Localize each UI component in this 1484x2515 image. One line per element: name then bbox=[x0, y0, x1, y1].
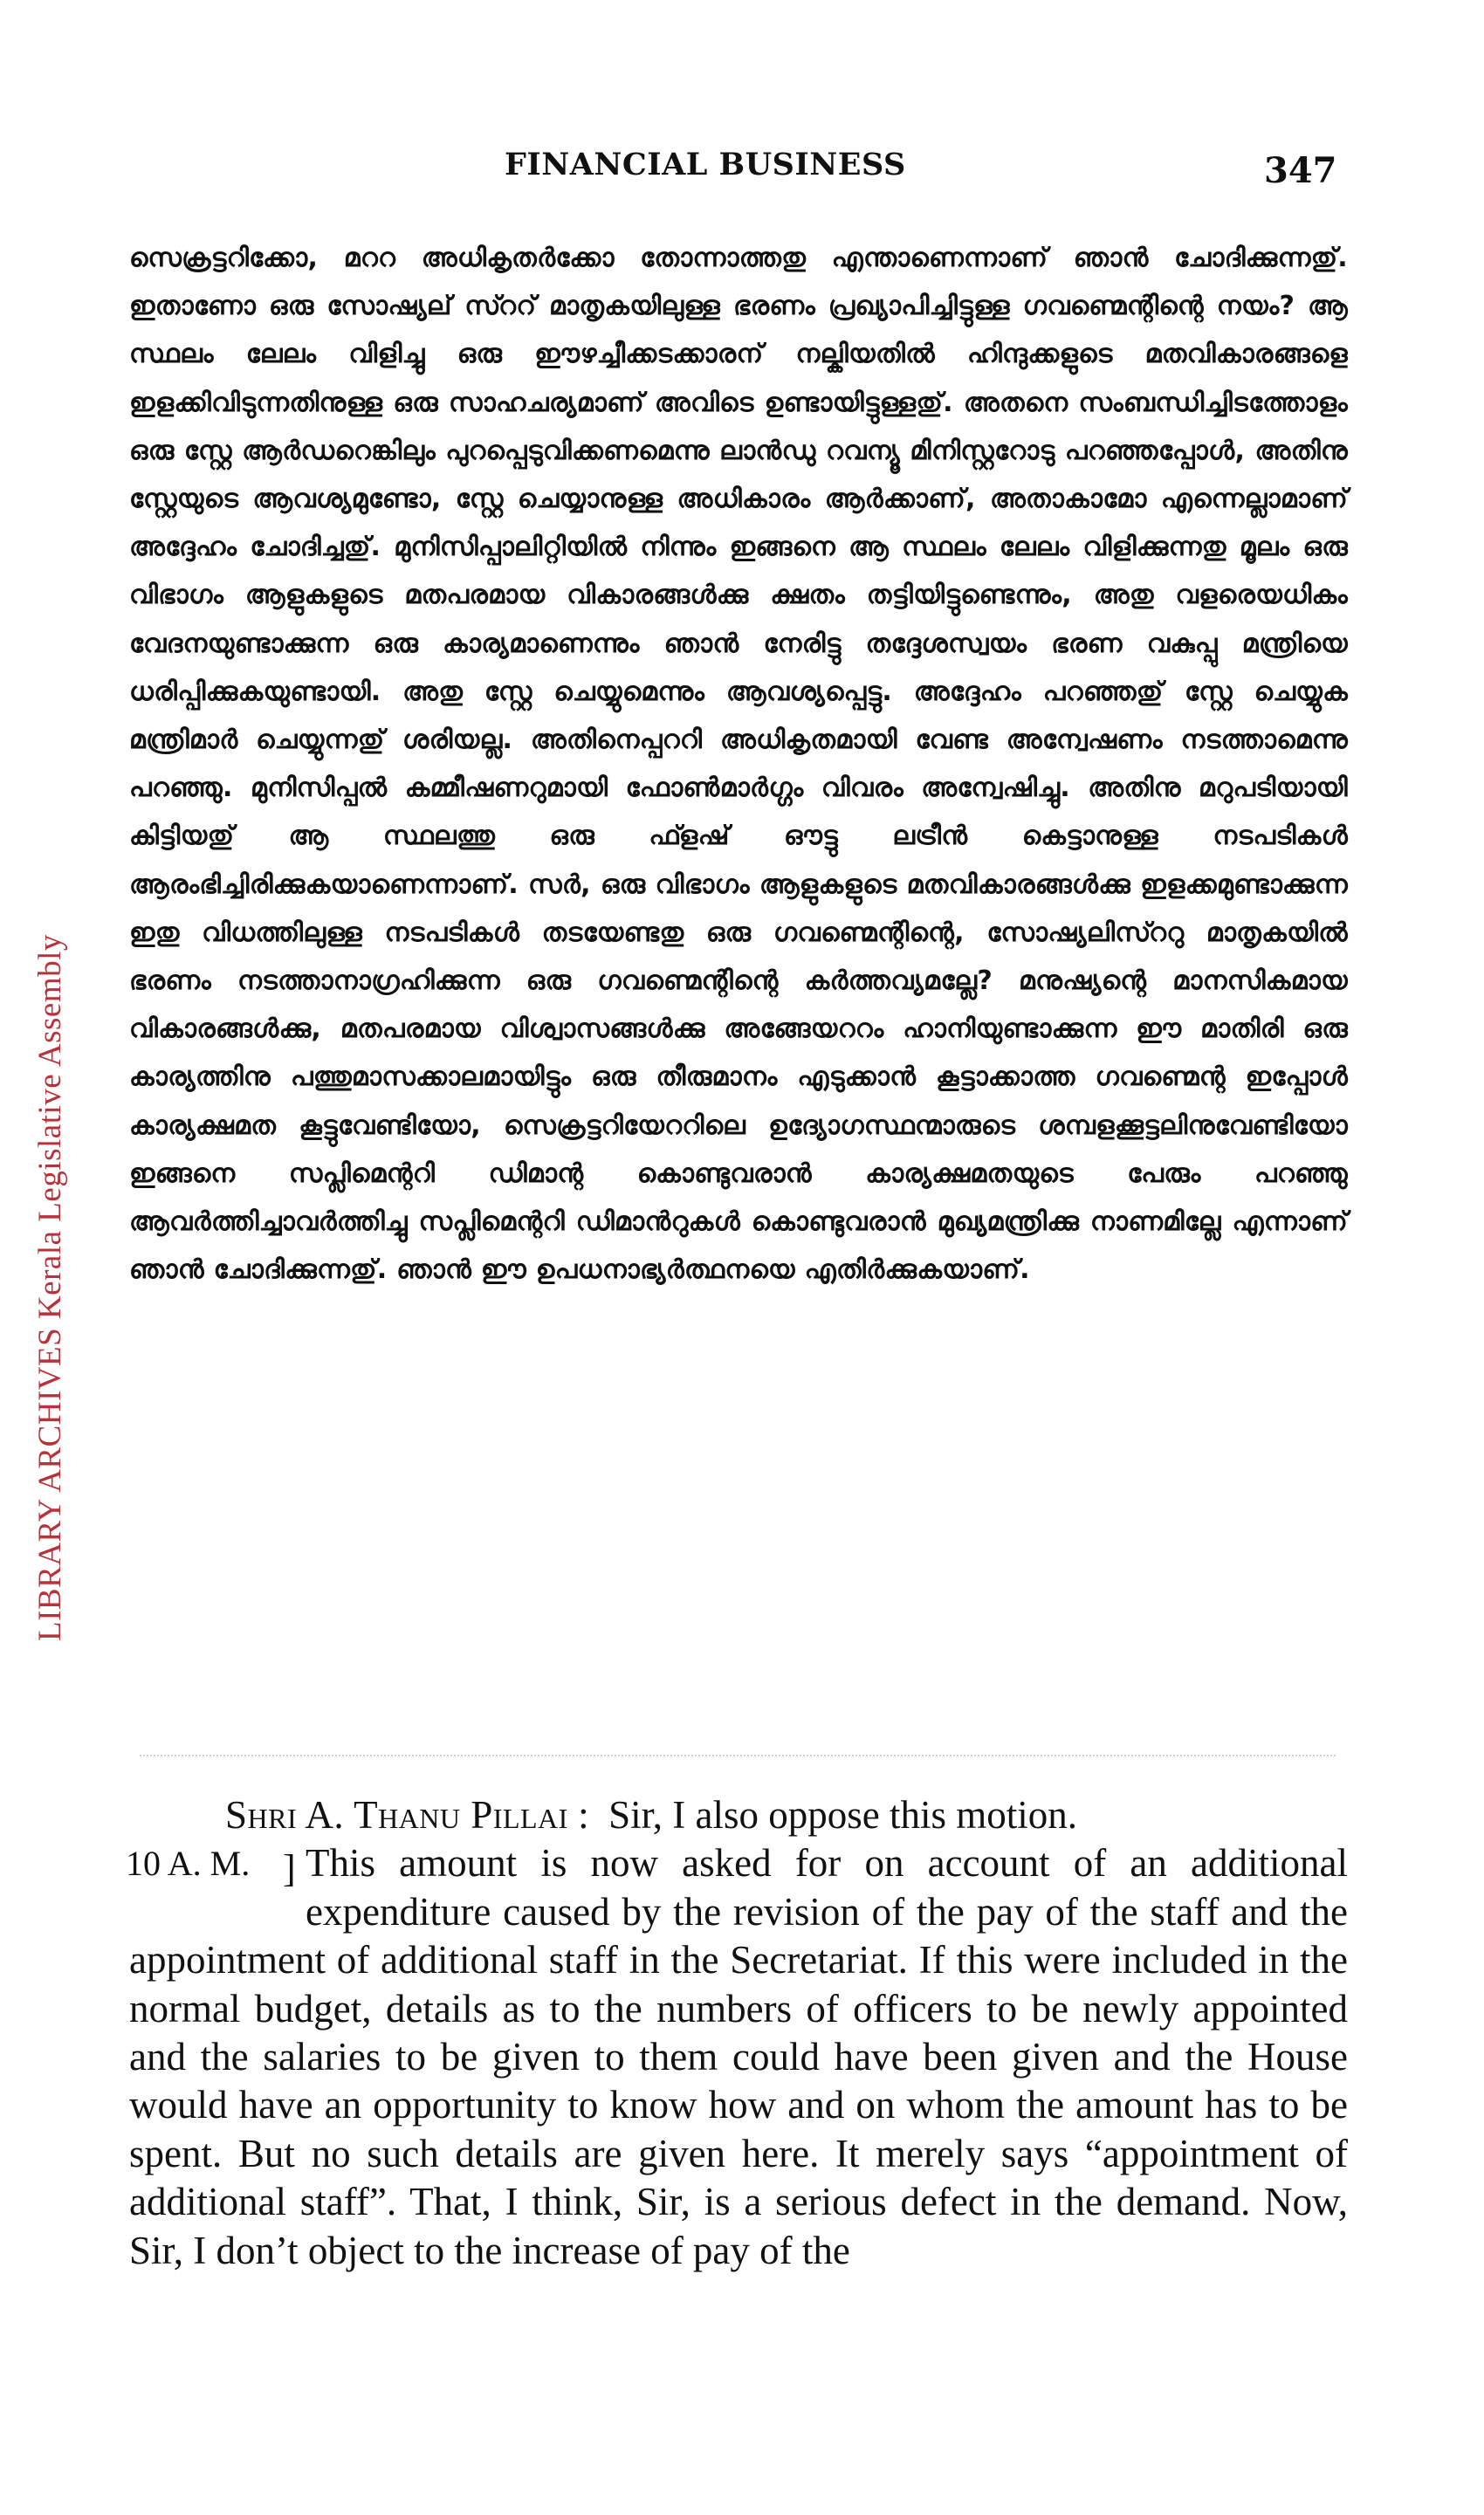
english-body: This amount is now asked for on account of an additional expenditure caused by the revision of the pay of the staff and the appointment of additional staff in the Secretariat. If this were included in the normal budget, details as to the numbers of officers to be newly appointed and the salaries to be given to them could have been given and the House would have an opportunity to know how and on whom the amount has to be spent. But no such details are given here. It merely says “appointment of additional staff”. That, I think, Sir, is a serious defect in the demand. Now, Sir, I don’t object to the increase of pay of the bbox=[129, 1841, 1348, 2272]
running-title: FINANCIAL BUSINESS bbox=[505, 147, 906, 182]
section-divider bbox=[140, 1755, 1336, 1756]
english-paragraph bbox=[129, 1791, 1348, 1839]
margin-timestamp bbox=[126, 1839, 306, 1934]
archive-watermark-text: LIBRARY ARCHIVES Kerala Legislative Assembly bbox=[32, 934, 68, 1641]
speaker-name: Shri A. Thanu Pillai bbox=[225, 1793, 568, 1837]
margin-time-text: 10 A. M. bbox=[126, 1844, 251, 1884]
opening-sentence: Sir, I also oppose this motion. bbox=[608, 1793, 1078, 1837]
margin-time-bracket: ] bbox=[283, 1847, 296, 1891]
malayalam-speech bbox=[129, 234, 1348, 1294]
malayalam-paragraph: സെക്രട്ടറിക്കോ, മററ അധികൃതർക്കോ തോന്നാത്തതു എന്താണെന്നാണ് ഞാൻ ചോദിക്കുന്നതു്. ഇതാണോ ഒരു സോഷ്യല് സ്ററ് മാതൃകയിലുള്ള ഭരണം പ്രഖ്യാപിച്ചിട്ടുള്ള ഗവണ്മെന്റിന്റെ നയം? ആ സ്ഥലം ലേലം വിളിച്ചു ഒരു ഈഴച്ചീക്കടക്കാരന് നല്കിയതിൽ ഹിന്ദുക്കളുടെ മതവികാരങ്ങളെ ഇളക്കിവിടുന്നതിനുള്ള ഒരു സാഹചര്യമാണ് അവിടെ ഉണ്ടായിട്ടുള്ളതു്. അതനെ സംബന്ധിച്ചിടത്തോളം ഒരു സ്റ്റേ ആർഡറെങ്കിലും പുറപ്പെടുവിക്കണമെന്നു ലാൻഡു റവന്യൂ മിനിസ്റ്ററോടു പറഞ്ഞപ്പോൾ, അതിനു സ്റ്റേയുടെ ആവശ്യമുണ്ടോ, സ്റ്റേ ചെയ്യാനുള്ള അധികാരം ആർക്കാണ്, അതാകാമോ എന്നെല്ലാമാണ് അദ്ദേഹം ചോദിച്ചതു്. മുനിസിപ്പാലിറ്റിയിൽ നിന്നും ഇങ്ങനെ ആ സ്ഥലം ലേലം വിളിക്കുന്നതു മൂലം ഒരു വിഭാഗം ആളുകളുടെ മതപരമായ വികാരങ്ങൾക്കു ക്ഷതം തട്ടിയിട്ടുണ്ടെന്നും, അതു വളരെയധികം വേദനയുണ്ടാക്കുന്ന ഒരു കാര്യമാണെന്നും ഞാൻ നേരിട്ടു തദ്ദേശസ്വയം ഭരണ വകുപ്പു മന്ത്രിയെ ധരിപ്പിക്കുകയുണ്ടായി. അതു സ്റ്റേ ചെയ്യുമെന്നും ആവശ്യപ്പെട്ടു. അദ്ദേഹം പറഞ്ഞതു് സ്റ്റേ ചെയ്യുക മന്ത്രിമാർ ചെയ്യുന്നതു് ശരിയല്ല. അതിനെപ്പററി അധികൃതമായി വേണ്ട അന്വേഷണം നടത്താമെന്നു പറഞ്ഞു. മുനിസിപ്പൽ കമ്മീഷണറുമായി ഫോൺമാർഗ്ഗം വിവരം അന്വേഷിച്ചു. അതിനു മറുപടിയായി കിട്ടിയതു് ആ സ്ഥലത്തു ഒരു ഫ്ളഷ് ഔട്ടു ലട്രീൻ കെട്ടാനുള്ള നടപടികൾ ആരംഭിച്ചിരിക്കുകയാണെന്നാണ്. സർ, ഒരു വിഭാഗം ആളുകളുടെ മതവികാരങ്ങൾക്കു ഇളക്കമുണ്ടാക്കുന്ന ഇതു വിധത്തിലുള്ള നടപടികൾ തടയേണ്ടതു ഒരു ഗവണ്മെന്റിന്റെ, സോഷ്യലിസ്ററു മാതൃകയിൽ ഭരണം നടത്താനാഗ്രഹിക്കുന്ന ഒരു ഗവണ്മെന്റിന്റെ കർത്തവ്യമല്ലേ? മനുഷ്യന്റെ മാനസികമായ വികാരങ്ങൾക്കു, മതപരമായ വിശ്വാസങ്ങൾക്കു അങ്ങേയററം ഹാനിയുണ്ടാക്കുന്ന ഈ മാതിരി ഒരു കാര്യത്തിനു പത്തുമാസക്കാലമായിട്ടും ഒരു തീരുമാനം എടുക്കാൻ കൂട്ടാക്കാത്ത ഗവണ്മെന്റ ഇപ്പോൾ കാര്യക്ഷമത കൂട്ടുവേണ്ടിയോ, സെക്രട്ടറിയേററിലെ ഉദ്യോഗസ്ഥന്മാരുടെ ശമ്പളക്കൂട്ടലിനുവേണ്ടിയോ ഇങ്ങനെ സപ്ലിമെന്ററി ഡിമാന്റ കൊണ്ടുവരാൻ കാര്യക്ഷമതയുടെ പേരും പറഞ്ഞു ആവർത്തിച്ചാവർത്തിച്ചു സപ്ലിമെന്ററി ഡിമാൻറുകൾ കൊണ്ടുവരാൻ മുഖ്യമന്ത്രിക്കു നാണമില്ലേ എന്നാണ് ഞാൻ ചോദിക്കുന്നതു്. ഞാൻ ഈ ഉപധനാഭ്യർത്ഥനയെ എതിർക്കുകയാണ്. bbox=[129, 243, 1348, 1286]
page-number: 347 bbox=[1264, 150, 1337, 191]
speaker-colon: : bbox=[578, 1793, 589, 1837]
page-header bbox=[0, 147, 1484, 199]
english-speech bbox=[126, 1791, 1348, 2275]
